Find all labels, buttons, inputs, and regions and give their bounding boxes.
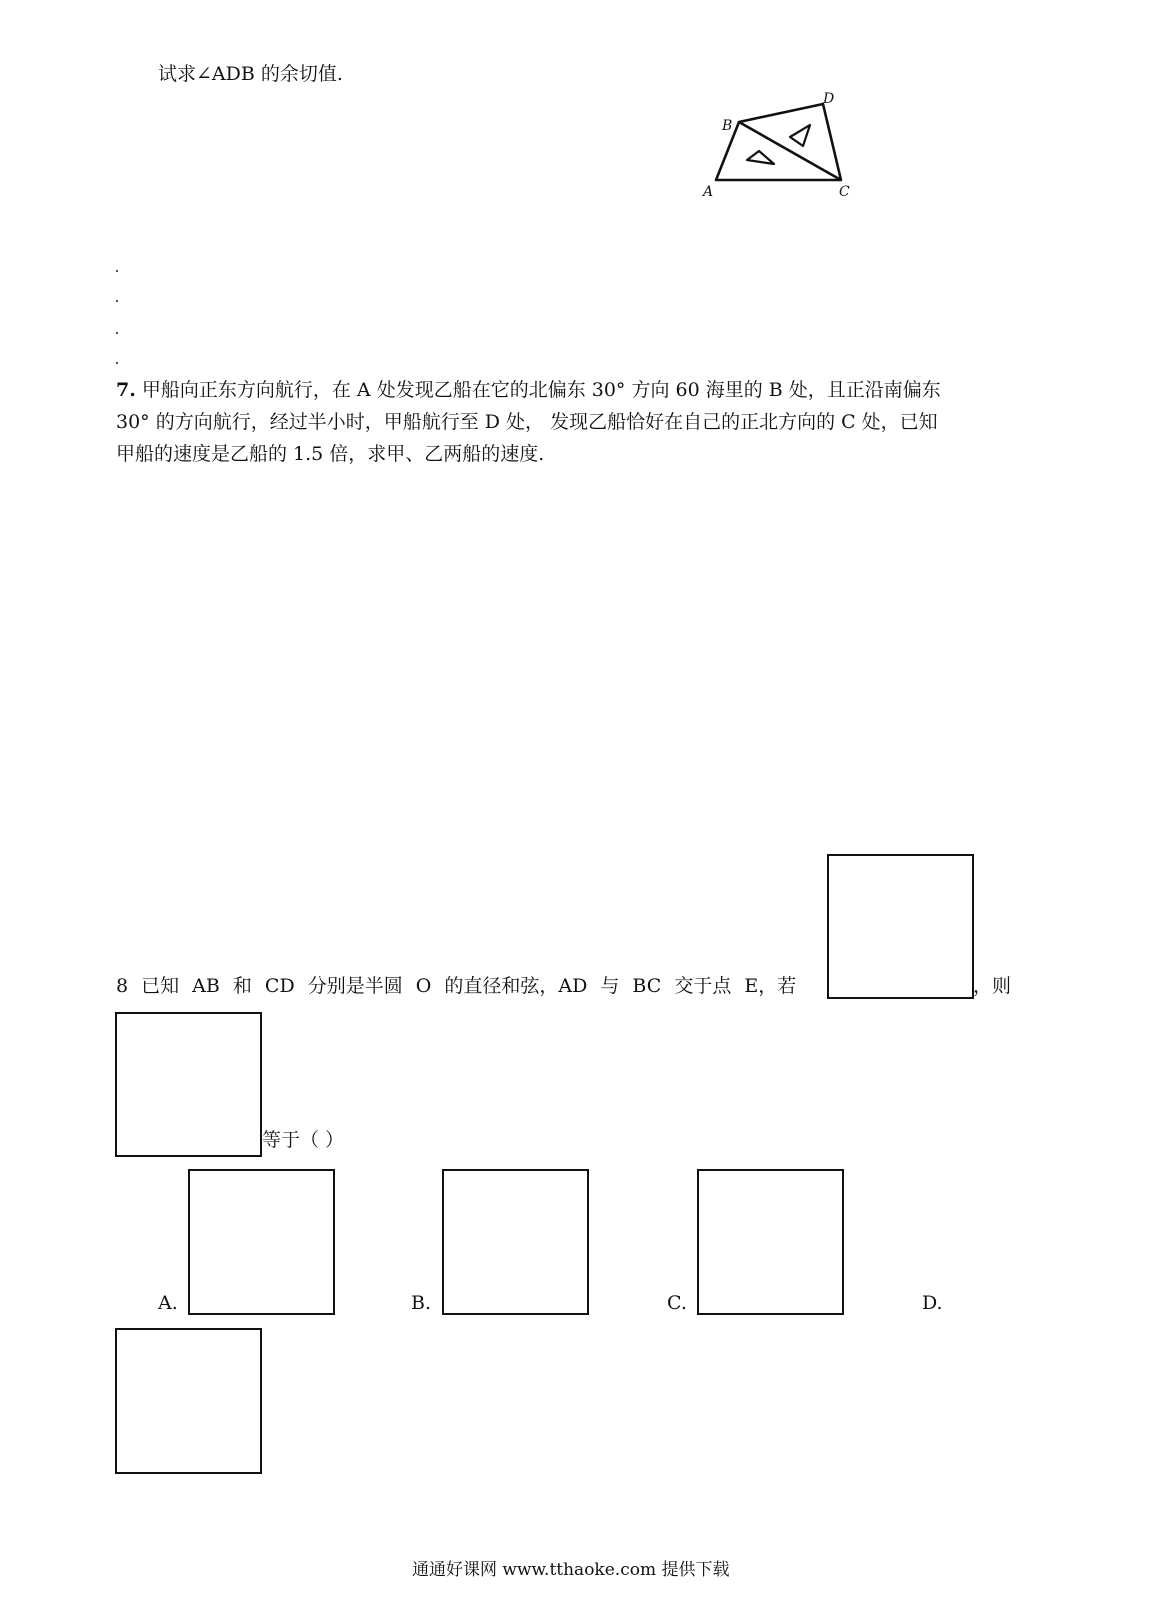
option-b-image (442, 1169, 589, 1315)
label-c: C (839, 184, 850, 200)
option-d-label: D. (922, 1292, 943, 1314)
option-a-label: A. (158, 1292, 178, 1314)
label-d: D (823, 91, 835, 107)
option-d-image (115, 1328, 262, 1474)
q8-then: ，则 (973, 975, 1012, 997)
q6-prompt: 试求∠ADB 的余切值. (158, 63, 343, 85)
inner-triangle-1 (747, 151, 774, 164)
q7-text-1: 甲船向正东方向航行，在 A 处发现乙船在它的北偏东 30° 方向 60 海里的 B 处，且正沿南偏东 (141, 379, 941, 401)
q7-line-3: 甲船的速度是乙船的 1.5 倍，求甲、乙两船的速度. (116, 443, 545, 465)
q8-condition-image (827, 854, 974, 999)
label-a: A (703, 184, 714, 200)
option-a-image (188, 1169, 335, 1315)
option-c-image (697, 1169, 844, 1315)
q8-stem: 8 已知 AB 和 CD 分别是半圆 O 的直径和弦，AD 与 BC 交于点 E，若 (116, 975, 797, 997)
scan-dot (116, 332, 118, 334)
scan-dot (116, 270, 118, 272)
diagonal-bc (739, 122, 841, 180)
triangle-set-figure (690, 85, 870, 205)
scan-dot (116, 300, 118, 302)
option-c-label: C. (667, 1292, 687, 1314)
label-b: B (722, 118, 733, 134)
inner-triangle-2 (790, 125, 810, 146)
q7-line-2: 30° 的方向航行，经过半小时，甲船航行至 D 处， 发现乙船恰好在自己的正北方向的 C 处，已知 (116, 411, 938, 433)
q8-expression-image (115, 1012, 262, 1157)
scan-dot (116, 362, 118, 364)
q7-line-1 (116, 378, 941, 402)
q8-equals: 等于（ ） (262, 1129, 345, 1151)
option-b-label: B. (411, 1292, 432, 1314)
q7-number: 7. (116, 379, 136, 401)
page-footer: 通通好课网 www.tthaoke.com 提供下载 (412, 1560, 730, 1580)
